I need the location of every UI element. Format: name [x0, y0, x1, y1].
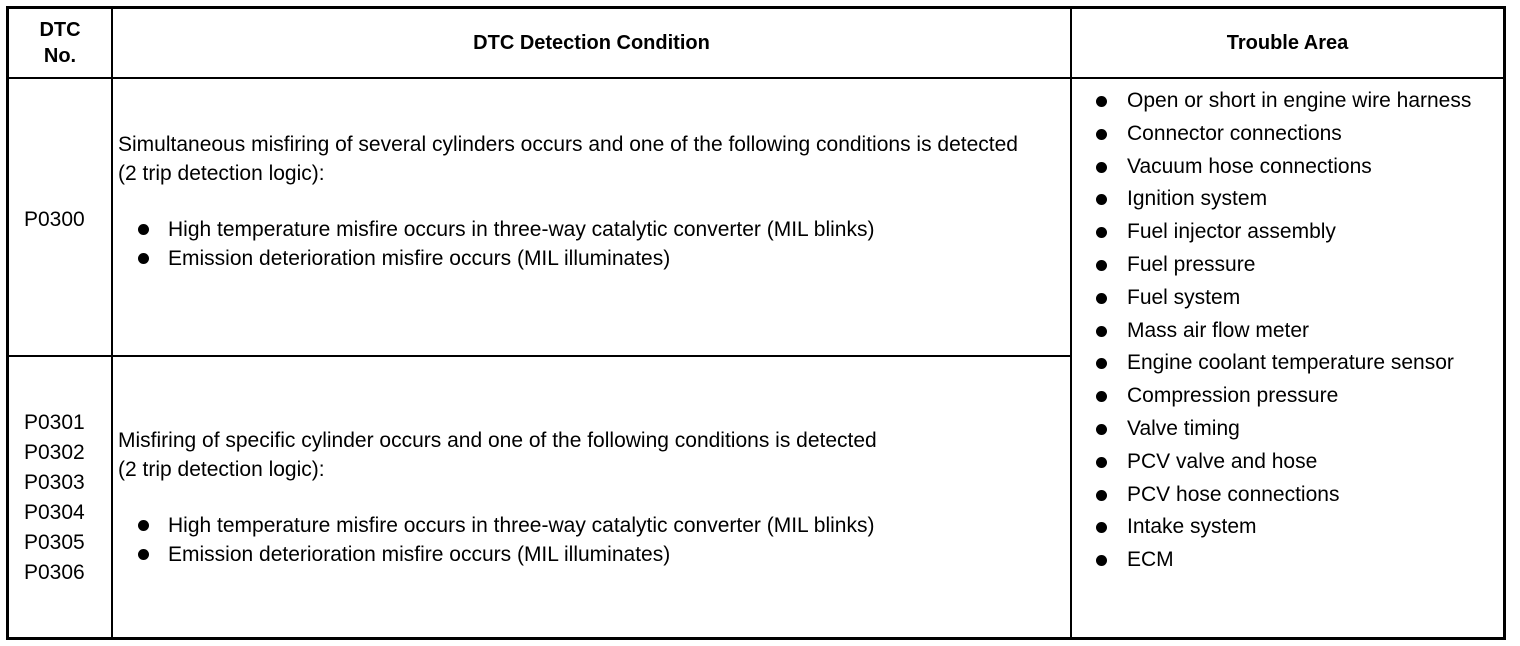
detection-condition-row-2: [118, 426, 1068, 569]
dtc-code-p0300: P0300: [24, 208, 85, 231]
list-item: High temperature misfire occurs in three-way catalytic converter (MIL blinks): [118, 511, 1068, 540]
list-item: ECM: [1072, 545, 1472, 575]
list-item: Fuel pressure: [1072, 250, 1472, 280]
list-item: Emission deterioration misfire occurs (MIL illuminates): [118, 540, 1068, 569]
detection-condition-row-1: [118, 130, 1068, 273]
list-item: Engine coolant temperature sensor: [1072, 348, 1472, 378]
condition-list: [118, 511, 1068, 569]
list-item: Mass air flow meter: [1072, 316, 1472, 346]
list-item: Compression pressure: [1072, 381, 1472, 411]
trouble-area-cell: [1072, 86, 1472, 578]
list-item: Intake system: [1072, 512, 1472, 542]
list-item: Vacuum hose connections: [1072, 152, 1472, 182]
row-divider: [6, 355, 1072, 357]
list-item: Open or short in engine wire harness: [1072, 86, 1472, 116]
condition-intro: Misfiring of specific cylinder occurs and one of the following conditions is detected (2 trip detection logic):: [118, 429, 877, 481]
trouble-area-list: [1072, 86, 1472, 575]
list-item: Emission deterioration misfire occurs (MIL illuminates): [118, 244, 1068, 273]
list-item: PCV hose connections: [1072, 480, 1472, 510]
dtc-codes-p0301-p0306: P0301 P0302 P0303 P0304 P0305 P0306: [24, 411, 85, 584]
list-item: PCV valve and hose: [1072, 447, 1472, 477]
list-item: Fuel injector assembly: [1072, 217, 1472, 247]
list-item: High temperature misfire occurs in three-way catalytic converter (MIL blinks): [118, 215, 1068, 244]
list-item: Ignition system: [1072, 184, 1472, 214]
header-trouble-area: Trouble Area: [1226, 32, 1349, 54]
list-item: Connector connections: [1072, 119, 1472, 149]
list-item: Fuel system: [1072, 283, 1472, 313]
condition-intro: Simultaneous misfiring of several cylinders occurs and one of the following conditions is detected (2 trip detection logic):: [118, 133, 1018, 185]
header-dtc-no: DTC No.: [39, 19, 81, 67]
header-divider: [6, 77, 1506, 79]
list-item: Valve timing: [1072, 414, 1472, 444]
header-detection-condition: DTC Detection Condition: [473, 32, 710, 54]
condition-list: [118, 215, 1068, 273]
column-divider-1: [111, 6, 113, 640]
